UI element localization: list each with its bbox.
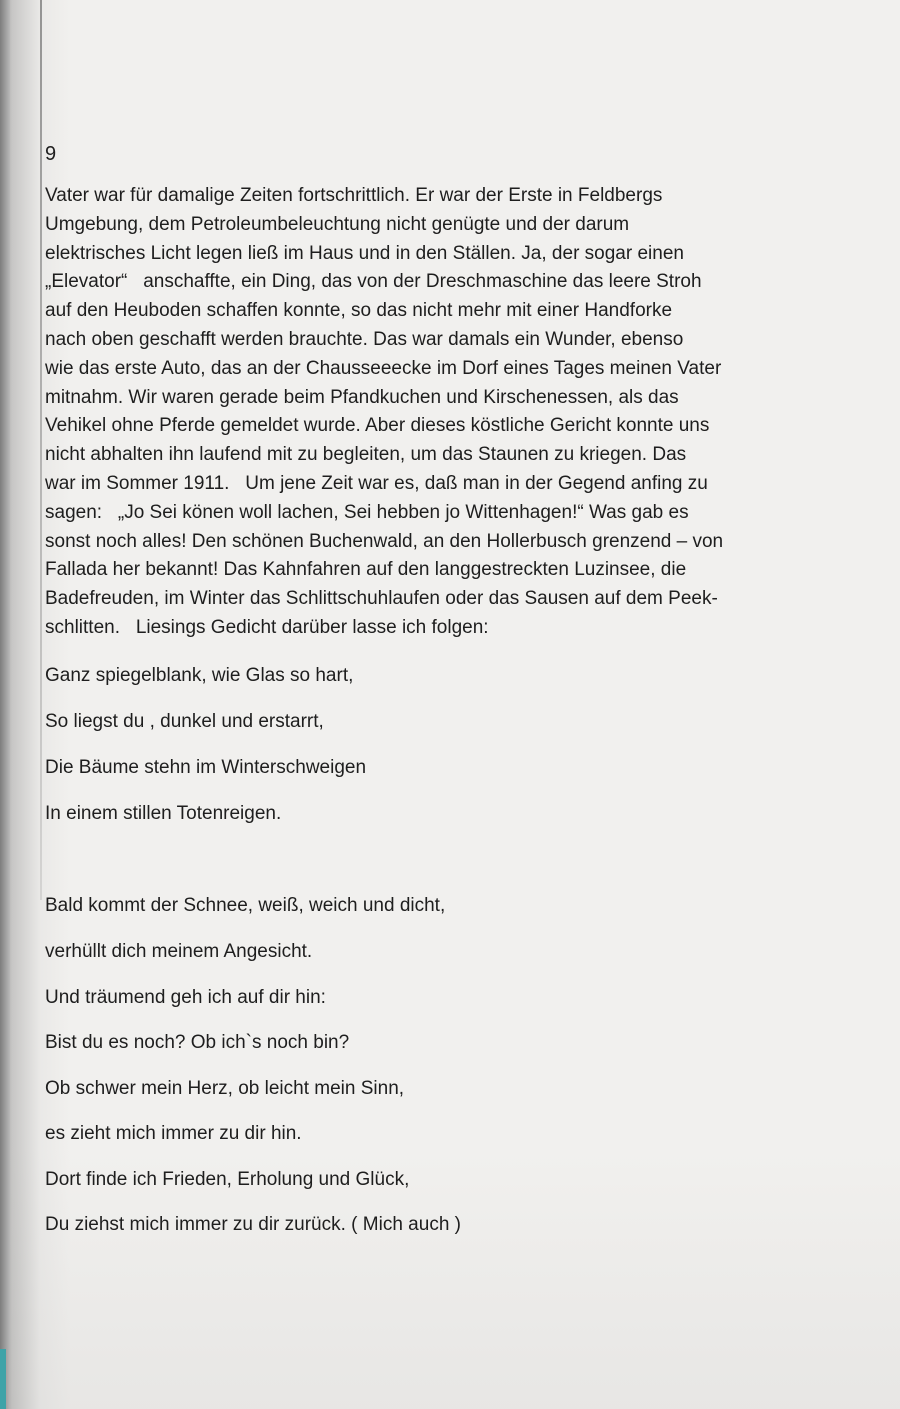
poem-line: Ob schwer mein Herz, ob leicht mein Sinn, (45, 1078, 405, 1099)
poem-line: Ganz spiegelblank, wie Glas so hart, (45, 665, 354, 686)
prose-line: schlitten. Liesings Gedicht darüber lasse ich folgen: (45, 616, 489, 638)
poem-line: Bald kommt der Schnee, weiß, weich und dicht, (45, 895, 446, 916)
prose-line: nach oben geschafft werden brauchte. Das war damals ein Wunder, ebenso (45, 328, 684, 350)
prose-line: mitnahm. Wir waren gerade beim Pfandkuchen und Kirschenessen, als das (45, 386, 679, 408)
cover-edge (0, 1349, 6, 1409)
prose-line: Fallada her bekannt! Das Kahnfahren auf den langgestreckten Luzinsee, die (45, 559, 687, 581)
prose-line: „Elevator“ anschaffte, ein Ding, das von der Dreschmaschine das leere Stroh (45, 271, 702, 293)
poem-line: Und träumend geh ich auf dir hin: (45, 987, 326, 1008)
page-number: 9 (45, 143, 57, 165)
poem-line: Du ziehst mich immer zu dir zurück. ( Mich auch ) (45, 1214, 461, 1235)
prose-line: wie das erste Auto, das an der Chausseeecke im Dorf eines Tages meinen Vater (45, 357, 722, 379)
prose-line: Vehikel ohne Pferde gemeldet wurde. Aber dieses köstliche Gericht konnte uns (45, 415, 710, 437)
prose-line: war im Sommer 1911. Um jene Zeit war es, daß man in der Gegend anfing zu (45, 472, 708, 494)
prose-line: auf den Heuboden schaffen konnte, so das nicht mehr mit einer Handforke (45, 300, 673, 322)
poem-line: Dort finde ich Frieden, Erholung und Glück, (45, 1169, 410, 1190)
page-gutter-line (40, 0, 42, 900)
poem-line: verhüllt dich meinem Angesicht. (45, 941, 313, 962)
poem-line: es zieht mich immer zu dir hin. (45, 1123, 302, 1144)
prose-paragraph (45, 182, 865, 643)
prose-line: Vater war für damalige Zeiten fortschrittlich. Er war der Erste in Feldbergs (45, 185, 663, 206)
prose-line: sonst noch alles! Den schönen Buchenwald, an den Hollerbusch grenzend – von (45, 530, 724, 552)
book-spine-shadow (0, 0, 10, 1409)
prose-line: elektrisches Licht legen ließ im Haus und in den Ställen. Ja, der sogar einen (45, 242, 684, 264)
poem-line: Die Bäume stehn im Winterschweigen (45, 757, 367, 778)
prose-line: Badefreuden, im Winter das Schlittschuhlaufen oder das Sausen auf dem Peek- (45, 588, 718, 610)
prose-line: nicht abhalten ihn laufend mit zu begleiten, um das Staunen zu kriegen. Das (45, 444, 687, 466)
prose-line: Umgebung, dem Petroleumbeleuchtung nicht genügte und der darum (45, 213, 630, 235)
prose-line: sagen: „Jo Sei könen woll lachen, Sei hebben jo Wittenhagen!“ Was gab es (45, 501, 689, 523)
poem-line: So liegst du , dunkel und erstarrt, (45, 711, 324, 732)
poem-line: In einem stillen Totenreigen. (45, 803, 282, 824)
poem-line: Bist du es noch? Ob ich`s noch bin? (45, 1032, 350, 1053)
